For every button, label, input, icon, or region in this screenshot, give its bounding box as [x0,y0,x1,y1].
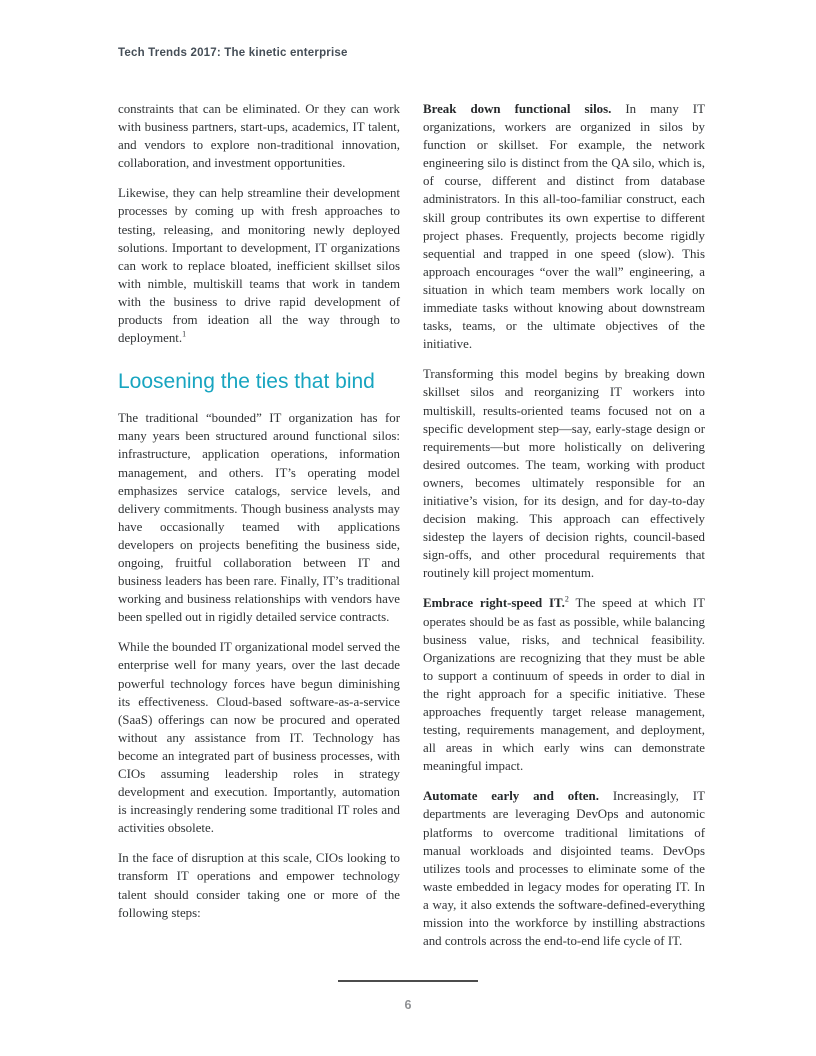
paragraph: While the bounded IT organizational model served the enterprise well for many years, over the last decade powerful technology forces have begun diminishing its effectiveness. Cloud-based software-as-a-service (SaaS) offerings can now be procured and operated without any assistance from IT. Technology has become an integrated part of business processes, with CIOs assuming leadership roles in strategy development and execution. Importantly, automation is increasingly rendering some traditional IT roles and activities obsolete. [118,640,400,836]
paragraph-lead: Automate early and often. [423,789,599,804]
paragraph: Transforming this model begins by breaking down skillset silos and reorganizing IT workers into multiskill, results-oriented teams focused not on a specific development step—say, early-stage design or requirements—but more holistically on delivering desired outcomes. The team, working with product owners, becomes ultimately responsible for an initiative’s vision, for its design, and for day-to-day decision making. This approach can effectively sidestep the layers of decision rights, council-based sign-offs, and other procedural requirements that routinely kill project momentum. [423,367,705,581]
left-column [118,100,400,962]
paragraph-text: The speed at which IT operates should be as fast as possible, while balancing business value, risks, and technical feasibility. Organizations are recognizing that they must be able to support a continuum of speeds in order to dial in the right approach for a specific initiative. These approaches frequently target release management, testing, requirements management, and deployment, all areas in which early wins can demonstrate meaningful impact. [423,596,705,774]
paragraph-lead: Embrace right-speed IT. [423,596,565,611]
footer-divider [338,980,478,982]
right-column [423,100,705,962]
footnote-ref-1: 1 [182,329,187,339]
paragraph: In the face of disruption at this scale, CIOs looking to transform IT operations and empower technology talent should consider taking one or more of the following steps: [118,851,400,920]
page-number: 6 [404,998,412,1012]
paragraph [423,100,705,353]
two-column-body [118,100,706,962]
paragraph [423,787,705,950]
paragraph-text: In many IT organizations, workers are organized in silos by function or skillset. For example, the network engineering silo is distinct from the QA silo, which is, of course, different and distinct from database administrators. In this all-too-familiar construct, each skill group contributes its own expertise to different project phases. Frequently, projects become rigidly sequential and trapped in one speed (slow). This approach encourages “over the wall” engineering, a situation in which team members work locally on immediate tasks without knowing about downstream tasks, teams, or the ultimate objectives of the initiative. [423,102,705,352]
footnote-ref-2: 2 [564,595,569,605]
paragraph [118,184,400,347]
paragraph-lead: Break down functional silos. [423,102,612,116]
paragraph: constraints that can be eliminated. Or they can work with business partners, start-ups, academics, IT talent, and vendors to explore non-traditional innovation, collaboration, and investment opportunities. [118,102,400,171]
paragraph-text: Likewise, they can help streamline their development processes by coming up with fresh approaches to testing, releasing, and monitoring newly deployed solutions. Important to development, IT organizations can work to replace bloated, inefficient skillset silos with nimble, multiskill teams that work in tandem with the business to drive rapid development of products from ideation all the way through to deployment. [118,186,400,346]
paragraph-text: Increasingly, IT departments are leveraging DevOps and autonomic platforms to overcome traditional limitations of manual workloads and disjointed teams. DevOps utilizes tools and processes to eliminate some of the waste embedded in legacy modes for operating IT. In a way, it also extends the software-defined-everything mission into the workforce by instilling abstractions and controls across the end-to-end life cycle of IT. [423,789,705,949]
running-header: Tech Trends 2017: The kinetic enterprise [118,47,348,59]
paragraph [423,594,705,775]
paragraph: The traditional “bounded” IT organization has for many years been structured around functional silos: infrastructure, application operations, information management, and others. IT’s operating model emphasizes service catalogs, service levels, and delivery commitments. Though business analysts may have occasionally teamed with applications developers on projects benefiting the business side, ongoing, fruitful collaboration between IT and business leaders has been rare. Finally, IT’s traditional working and business relationships with vendors have been spelled out in rigidly detailed service contracts. [118,411,400,625]
section-heading: Loosening the ties that bind [118,370,375,394]
